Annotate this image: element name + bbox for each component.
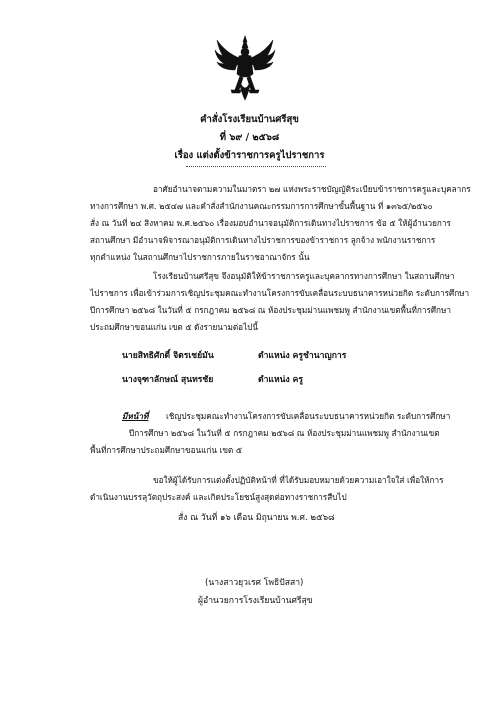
duty-line: ปีการศึกษา ๒๕๖๘ ในวันที่ ๕ กรกฎาคม ๒๕๖๘ ณ ห้องประชุมม่านแพชมพู สำนักงานเขต <box>129 428 440 438</box>
order-number: ที่ ๖๙ / ๒๕๖๘ <box>219 132 280 143</box>
para2-line: ประถมศึกษาขอนแก่น เขต ๕ ดังรายนามต่อไปนี้ <box>90 322 258 332</box>
para1-line: สถานศึกษา มีอำนาจพิจารณาอนุมัติการเดินทางไปราชการของข้าราชการ ลูกจ้าง พนักงานราชการ <box>90 235 436 245</box>
person-position: ตำแหน่ง ครู <box>258 375 304 385</box>
duty-label: มีหน้าที่ <box>122 411 149 421</box>
para1-line: สั่ง ณ วันที่ ๒๔ สิงหาคม พ.ศ.๒๕๖๐ เรื่องมอบอำนาจอนุมัติการเดินทางไปราชการ ข้อ ๕ ให้ผู้อำนวยการ <box>90 218 451 228</box>
person-name: นายสิทธิศักดิ์ จิตรเชย์มัน <box>122 351 214 361</box>
para1-line: ทุกตำแหน่ง ในสถานศึกษาไปราชการภายในราชอาณาจักร นั้น <box>90 252 310 262</box>
garuda-emblem-icon <box>213 34 277 104</box>
closing-line: ขอให้ผู้ได้รับการแต่งตั้งปฏิบัติหน้าที่ ที่ได้รับมอบหมายด้วยความเอาใจใส่ เพื่อให้การ <box>153 475 444 485</box>
order-title: คำสั่งโรงเรียนบ้านศรีสุข <box>200 114 299 125</box>
signer-name: (นางสาวยุวเรศ โพธิปัสสา) <box>205 578 304 588</box>
para2-line: ไปราชการ เพื่อเข้าร่วมการเชิญประชุมคณะทำงานโครงการขับเคลื่อนระบบธนาคารหน่วยกิต ระดับการศึกษา <box>90 288 470 298</box>
para2-line: ปีการศึกษา ๒๕๖๘ ในวันที่ ๕ กรกฎาคม ๒๕๖๘ ณ ห้องประชุมม่านแพชมพู สำนักงานเขตพื้นที่การศึกษา <box>90 305 452 315</box>
para2-line: โรงเรียนบ้านศรีสุข จึงอนุมัติให้ข้าราชการครูและบุคลากรทางการศึกษา ในสถานศึกษา <box>153 271 455 281</box>
duty-line: เชิญประชุมคณะทำงานโครงการขับเคลื่อนระบบธนาคารหน่วยกิต ระดับการศึกษา <box>166 411 451 421</box>
separator-line <box>186 166 326 167</box>
order-date: สั่ง ณ วันที่ ๑๖ เดือน มิถุนายน พ.ศ. ๒๕๖๘ <box>178 513 335 523</box>
para1-line: อาศัยอำนาจตามความในมาตรา ๒๗ แห่งพระราชบัญญัติระเบียบข้าราชการครูและบุคลากร <box>153 184 471 194</box>
duty-line: พื้นที่การศึกษาประถมศึกษาขอนแก่น เขต ๕ <box>90 445 243 455</box>
order-subject: เรื่อง แต่งตั้งข้าราชการครูไปราชการ <box>174 150 325 161</box>
signer-title: ผู้อำนวยการโรงเรียนบ้านศรีสุข <box>198 596 313 606</box>
person-position: ตำแหน่ง ครูชำนาญการ <box>258 351 347 361</box>
person-name: นางจุฑาลักษณ์ สุนทรชัย <box>122 375 214 385</box>
closing-line: ดำเนินงานบรรลุวัตถุประสงค์ และเกิดประโยชน์สูงสุดต่อทางราชการสืบไป <box>90 492 347 502</box>
para1-line: ทางการศึกษา พ.ศ. ๒๕๔๗ และคำสั่งสำนักงานคณะกรรมการการศึกษาขั้นพื้นฐาน ที่ ๑๓๖๕/๒๕๖๐ <box>90 201 433 211</box>
